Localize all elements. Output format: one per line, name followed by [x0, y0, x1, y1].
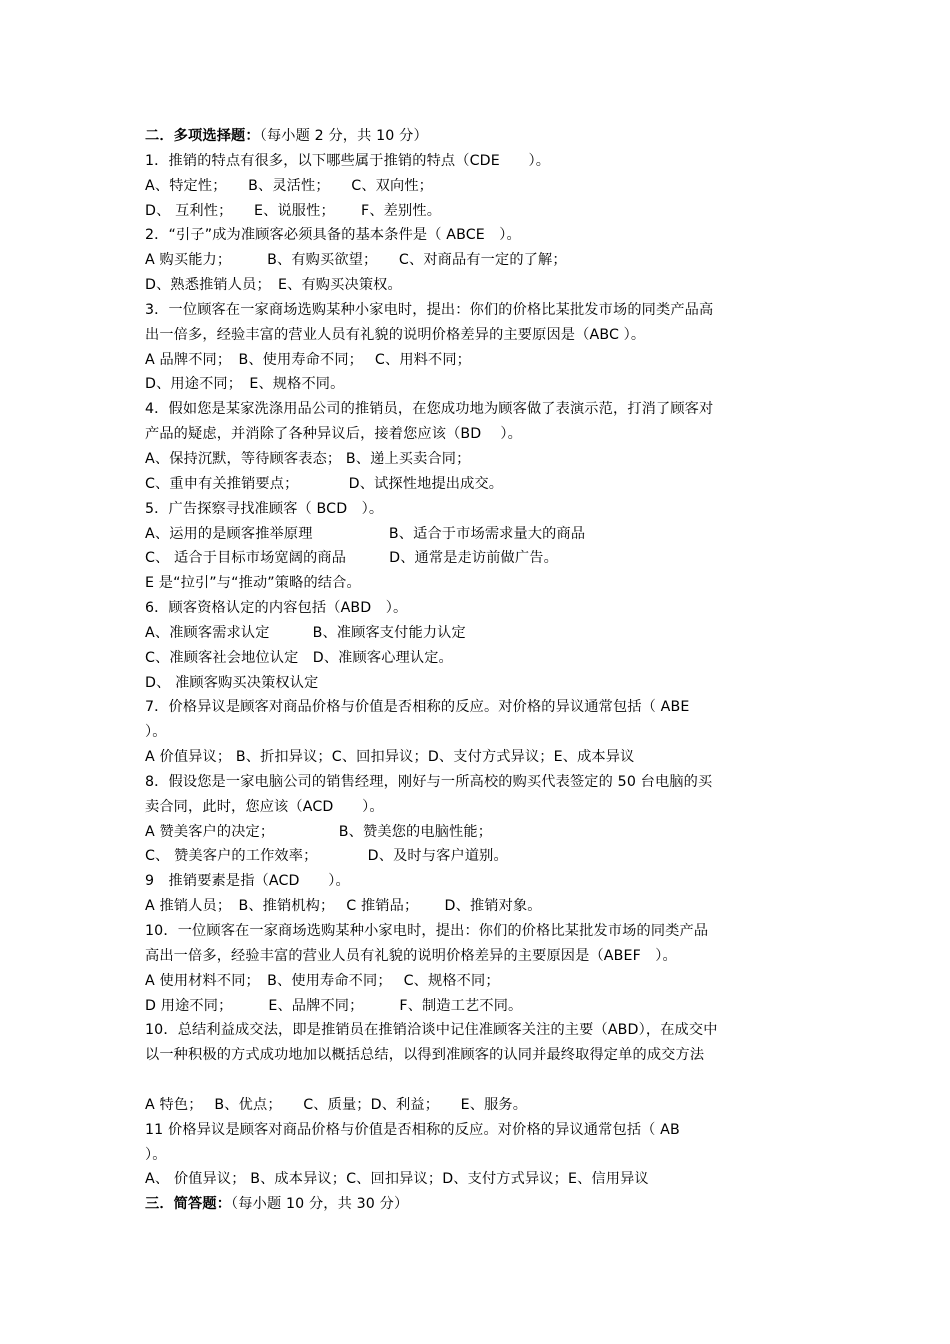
text-line	[145, 298, 815, 323]
text-line	[145, 671, 815, 696]
text-line-content: 2．“引子”成为准顾客必须具备的基本条件是（ ABCE ）。	[145, 227, 521, 244]
text-line-content: A 品牌不同； B、使用寿命不同； C、用料不同；	[145, 351, 472, 368]
text-line	[145, 820, 815, 845]
text-line	[145, 869, 815, 894]
text-line	[145, 1118, 815, 1143]
text-line-content: 产品的疑虑，并消除了各种异议后，接着您应该（BD ）。	[145, 426, 522, 443]
section-heading-label: 二．多项选择题：	[145, 128, 260, 144]
text-line	[145, 621, 815, 646]
text-line	[145, 397, 815, 422]
text-line-content: A、运用的是顾客推举原理 B、适合于市场需求量大的商品	[145, 525, 586, 542]
text-line	[145, 447, 815, 472]
text-line-content: 10．总结利益成交法，即是推销员在推销洽谈中记住准顾客关注的主要（ABD），在成交中	[145, 1022, 718, 1039]
text-line	[145, 348, 815, 373]
text-line-content: 7．价格异议是顾客对商品价格与价值是否相称的反应。对价格的异议通常包括（ ABE	[145, 699, 690, 716]
text-line-content: 卖合同，此时，您应该（ACD ）。	[145, 798, 384, 815]
text-line-content: D 用途不同； E、品牌不同； F、制造工艺不同。	[145, 997, 523, 1014]
text-line-content: 9 推销要素是指（ACD ）。	[145, 873, 350, 890]
text-line	[145, 795, 815, 820]
text-line	[145, 646, 815, 671]
text-line-content: 出一倍多，经验丰富的营业人员有礼貌的说明价格差异的主要原因是（ABC ）。	[145, 326, 646, 343]
text-line-content: 以一种积极的方式成功地加以概括总结，以得到准顾客的认同并最终取得定单的成交方法	[145, 1047, 705, 1064]
text-line-content: D、 互利性； E、说服性； F、差别性。	[145, 202, 442, 219]
text-line	[145, 894, 815, 919]
text-line	[145, 323, 815, 348]
text-line	[145, 919, 815, 944]
text-line-content: A、保持沉默，等待顾客表态； B、递上买卖合同；	[145, 450, 471, 467]
text-line-content: 8．假设您是一家电脑公司的销售经理，刚好与一所高校的购买代表签定的 50 台电脑的买	[145, 773, 713, 790]
section-heading	[145, 124, 815, 149]
text-line-content: A 特色； B、优点； C、质量；D、利益； E、服务。	[145, 1096, 528, 1113]
text-line	[145, 472, 815, 497]
text-line-content: A、准顾客需求认定 B、准顾客支付能力认定	[145, 624, 466, 641]
section-heading-note: （每小题 10 分，共 30 分）	[231, 1196, 409, 1213]
text-line	[145, 273, 815, 298]
text-line-content: A、 价值异议； B、成本异议；C、回扣异议；D、支付方式异议；E、信用异议	[145, 1171, 649, 1188]
text-line	[145, 844, 815, 869]
text-line-content: 1．推销的特点有很多，以下哪些属于推销的特点（CDE ）。	[145, 152, 551, 169]
text-line-content: ）。	[145, 724, 167, 741]
text-line-content: 6．顾客资格认定的内容包括（ABD ）。	[145, 600, 408, 617]
text-line-content: 4．假如您是某家洗涤用品公司的推销员，在您成功地为顾客做了表演示范，打消了顾客对	[145, 401, 714, 418]
text-line-content: D、熟悉推销人员； E、有购买决策权。	[145, 277, 402, 294]
text-line-content: A 购买能力； B、有购买欲望； C、对商品有一定的了解；	[145, 252, 567, 269]
text-line	[145, 1093, 815, 1118]
text-line	[145, 745, 815, 770]
text-line	[145, 720, 815, 745]
text-line-content: E 是“拉引”与“推动”策略的结合。	[145, 575, 361, 592]
text-line-content: 高出一倍多，经验丰富的营业人员有礼貌的说明价格差异的主要原因是（ABEF ）。	[145, 947, 677, 964]
text-line	[145, 223, 815, 248]
text-line	[145, 522, 815, 547]
section-heading-label: 三．简答题：	[145, 1196, 232, 1213]
text-line-content: C、 适合于目标市场宽阔的商品 D、通常是走访前做广告。	[145, 550, 558, 567]
text-line	[145, 497, 815, 522]
text-line	[145, 372, 815, 397]
text-line-content: C、重申有关推销要点； D、试探性地提出成交。	[145, 475, 504, 492]
text-line	[145, 1143, 815, 1168]
text-line-content: 10．一位顾客在一家商场选购某种小家电时，提出：你们的价格比某批发市场的同类产品	[145, 923, 709, 939]
document-body	[145, 124, 815, 1217]
text-line	[145, 1018, 815, 1043]
text-line	[145, 571, 815, 596]
text-line-content: D、用途不同； E、规格不同。	[145, 376, 345, 393]
text-line-content: A 推销人员； B、推销机构； C 推销品； D、推销对象。	[145, 898, 542, 915]
text-line	[145, 596, 815, 621]
text-line	[145, 969, 815, 994]
text-line-content: ）。	[145, 1146, 167, 1163]
text-line	[145, 546, 815, 571]
text-line-content: C、准顾客社会地位认定 D、准顾客心理认定。	[145, 649, 453, 666]
text-line	[145, 770, 815, 795]
text-line	[145, 248, 815, 273]
text-line	[145, 1043, 815, 1068]
text-line-content: 5．广告探察寻找准顾客（ BCD ）。	[145, 500, 384, 517]
text-line-content: A 价值异议； B、折扣异议；C、回扣异议；D、支付方式异议；E、成本异议	[145, 749, 635, 766]
text-line-content: A 使用材料不同； B、使用寿命不同； C、规格不同；	[145, 972, 500, 989]
text-line-content: D、 准顾客购买决策权认定	[145, 674, 319, 691]
text-line	[145, 994, 815, 1019]
text-line	[145, 1068, 815, 1093]
text-line-content: C、 赞美客户的工作效率； D、及时与客户道别。	[145, 848, 508, 865]
text-line	[145, 1167, 815, 1192]
text-line-content: A 赞美客户的决定； B、赞美您的电脑性能；	[145, 823, 493, 840]
text-line	[145, 944, 815, 969]
text-line-content: 11 价格异议是顾客对商品价格与价值是否相称的反应。对价格的异议通常包括（ AB	[145, 1121, 680, 1138]
section-heading-note: （每小题 2 分，共 10 分）	[259, 128, 428, 144]
text-line	[145, 422, 815, 447]
text-line	[145, 174, 815, 199]
text-line-content: 3．一位顾客在一家商场选购某种小家电时，提出：你们的价格比某批发市场的同类产品高	[145, 301, 714, 318]
text-line	[145, 149, 815, 174]
text-line	[145, 695, 815, 720]
text-line	[145, 199, 815, 224]
section-heading	[145, 1192, 815, 1217]
text-line-content: A、特定性； B、灵活性； C、双向性；	[145, 177, 434, 194]
